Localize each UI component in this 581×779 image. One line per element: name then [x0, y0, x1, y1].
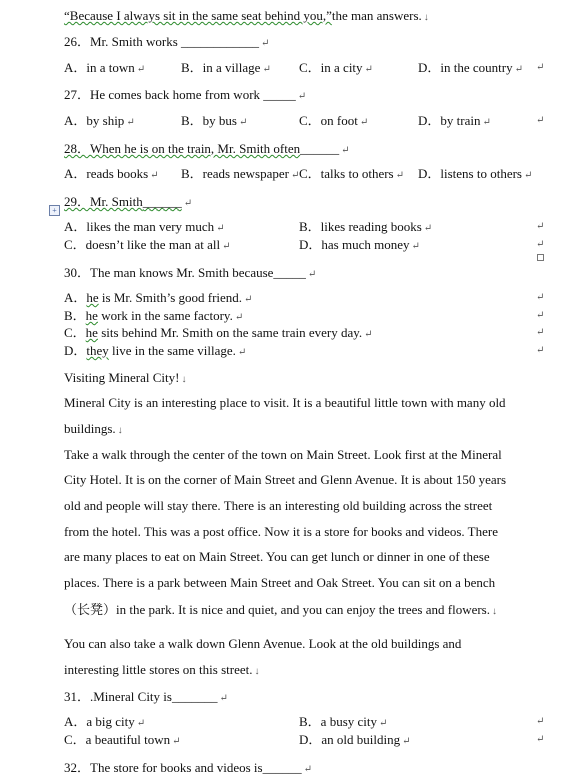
question-26-stem	[64, 34, 269, 52]
question-31-option-a: A．a big city ↵	[64, 714, 146, 729]
question-27-option-d: D．by train ↵	[418, 113, 491, 128]
answer-blank: ______	[300, 141, 340, 156]
paragraph-mark: ↵	[536, 327, 545, 338]
question-29-text: 29．Mr. Smith	[64, 194, 143, 209]
answer-blank: ______	[262, 760, 302, 775]
line-break-mark: ↓	[423, 12, 429, 23]
paragraph-mark: ↵	[536, 716, 545, 727]
paragraph-mark: ↵	[261, 38, 270, 49]
question-29-option-b: B．likes reading books ↵	[299, 219, 433, 234]
question-30-option-b: B．he work in the same factory. ↵	[64, 308, 244, 323]
paragraph-mark: ↵	[536, 115, 545, 126]
question-27-option-c: C．on foot ↵	[299, 113, 369, 128]
paragraph-mark: ↵	[536, 292, 545, 303]
passage-line: City Hotel. It is on the corner of Main Street and Glenn Avenue. It is about 150 years	[64, 472, 507, 487]
intro-tail: the man answers.	[331, 8, 422, 23]
passage-line: places. There is a park between Main Street and Oak Street. You can sit on a bench	[64, 575, 496, 590]
answer-blank: ______	[142, 194, 182, 209]
passage-line: Mineral City is an interesting place to visit. It is a beautiful little town with many old	[64, 395, 506, 410]
passage-line: （长凳）in the park. It is nice and quiet, and you can enjoy the trees and flowers. ↓	[64, 602, 497, 617]
question-26-option-a: A．in a town ↵	[64, 60, 146, 75]
paragraph-mark: ↵	[536, 345, 545, 356]
question-26-text: 26．Mr. Smith works	[64, 34, 178, 49]
question-31-option-b: B．a busy city ↵	[299, 714, 388, 729]
passage-line: You can also take a walk down Glenn Avenue. Look at the old buildings and	[64, 636, 462, 651]
table-move-handle-icon[interactable]: +	[49, 205, 60, 216]
question-29-option-c: C．doesn’t like the man at all ↵	[64, 237, 231, 252]
passage-title: Visiting Mineral City! ↓	[64, 370, 187, 385]
question-26-option-d: D．in the country ↵	[418, 60, 523, 75]
passage-line: old and people will stay there. There is an interesting old building across the street	[64, 498, 493, 513]
answer-blank: _______	[171, 689, 218, 704]
question-31-text: 31．.Mineral City is	[64, 689, 172, 704]
passage-line: buildings. ↓	[64, 421, 123, 436]
question-28-option-d: D．listens to others ↵	[418, 166, 533, 181]
question-26-option-b: B．in a village ↵	[181, 60, 271, 75]
paragraph-mark: ↵	[536, 221, 545, 232]
paragraph-mark: ↵	[536, 62, 545, 73]
question-31-option-d: D．an old building ↵	[299, 732, 411, 747]
question-27-text: 27．He comes back home from work	[64, 87, 261, 102]
question-28-option-b: B．reads newspaper ↵	[181, 166, 300, 181]
question-27-option-a: A．by ship ↵	[64, 113, 135, 128]
question-30-option-c: C．he sits behind Mr. Smith on the same train every day. ↵	[64, 325, 373, 340]
question-29-option-a: A．likes the man very much ↵	[64, 219, 225, 234]
question-30-option-d: D．they live in the same village. ↵	[64, 343, 247, 358]
question-27-stem: 27．He comes back home from work _____ ↵	[64, 87, 307, 102]
paragraph-mark: ↵	[536, 734, 545, 745]
answer-blank: _____	[273, 265, 306, 280]
question-29-stem: 29．Mr. Smith______ ↵	[64, 194, 193, 209]
question-28-option-a: A．reads books ↵	[64, 166, 159, 181]
intro-quote: “Because I always sit in the same seat behind you,”	[64, 8, 332, 23]
answer-blank: _____	[263, 87, 296, 102]
question-29-option-d: D．has much money ↵	[299, 237, 420, 252]
passage-line: Take a walk through the center of the town on Main Street. Look first at the Mineral	[64, 447, 502, 462]
question-28-stem: 28．When he is on the train, Mr. Smith often______ ↵	[64, 141, 350, 156]
question-26-option-c: C．in a city ↵	[299, 60, 373, 75]
question-31-option-c: C．a beautiful town ↵	[64, 732, 181, 747]
passage-line: interesting little stores on this street. ↓	[64, 662, 260, 677]
question-27-option-b: B．by bus ↵	[181, 113, 248, 128]
paragraph-mark: ↵	[536, 239, 545, 250]
paragraph-mark: ↵	[536, 310, 545, 321]
question-30-option-a: A．he is Mr. Smith’s good friend. ↵	[64, 290, 253, 305]
question-32-stem: 32．The store for books and videos is______ ↵	[64, 760, 312, 775]
table-end-marker	[537, 254, 544, 261]
question-28-option-c: C．talks to others ↵	[299, 166, 404, 181]
question-31-stem: 31．.Mineral City is_______ ↵	[64, 689, 228, 704]
question-32-text: 32．The store for books and videos is	[64, 760, 263, 775]
question-30-text: 30．The man knows Mr. Smith because	[64, 265, 274, 280]
passage-line: from the hotel. This was a post office. Now it is a store for books and videos. There	[64, 524, 498, 539]
intro-sentence	[64, 8, 429, 26]
answer-blank: ____________	[181, 34, 260, 49]
passage-line: are many places to eat on Main Street. You can get lunch or dinner in one of these	[64, 549, 490, 564]
question-30-stem: 30．The man knows Mr. Smith because_____ ↵	[64, 265, 317, 280]
question-28-text: 28．When he is on the train, Mr. Smith often	[64, 141, 301, 156]
